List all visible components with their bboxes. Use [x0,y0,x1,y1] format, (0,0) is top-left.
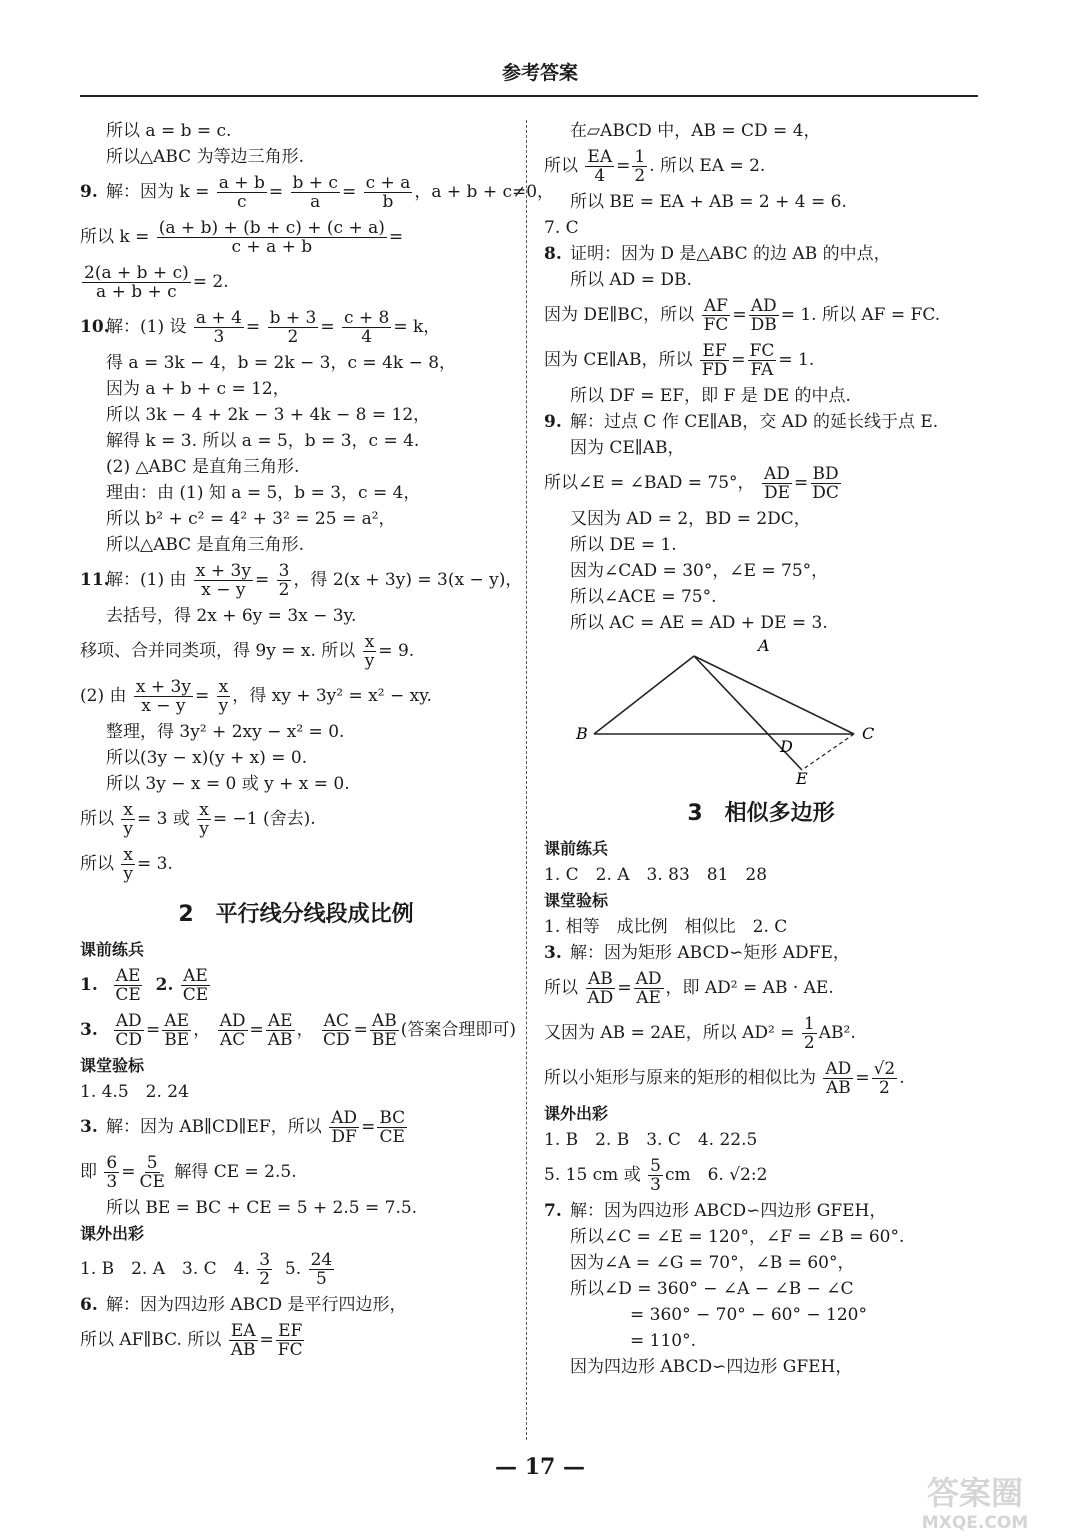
line: 所以 b² + c² = 4² + 3² = 25 = a²， [106,509,396,529]
line: 3. $\frac{AD}{CD}$ = $\frac{AE}{BE}$ ， $\frac{AD}{AC}$ = $\frac{AE}{AB}$ ， $\frac{AC}{CD}$ = $\frac{AB}{BE}$ (答案合理即可) [80,1011,517,1050]
line: 所以 $\frac{AB}{AD}$ = $\frac{AD}{AE}$ ，即 AD² = AB · AE. [544,969,834,1008]
fraction: $\frac{c + a}{b}$ [365,173,411,212]
label-b: B [576,724,588,743]
left-column [80,118,555,1363]
problem-11: 11.解：(1) 由 $\frac{x + 3y}{x - y}$ = $\frac{3}{2}$ ，得 2(x + 3y) = 3(x − y)， [80,561,523,600]
watermark-text: 答案圈 [926,1474,1024,1512]
line: 解得 k = 3. 所以 a = 5，b = 3，c = 4. [106,431,420,451]
segment-ab [594,656,694,734]
line: 所以 AF∥BC. 所以 $\frac{EA}{AB}$ = $\frac{EF}{FC}$ [80,1321,303,1360]
fraction: $\frac{(a + b) + (b + c) + (c + a)}{c + a + b}$ [158,218,385,257]
triangle-figure [544,636,978,786]
label-d: D [780,737,793,756]
line: 去括号，得 2x + 6y = 3x − 3y. [106,606,357,626]
fraction: $\frac{x}{y}$ [199,800,209,839]
fraction: $\frac{3}{2}$ [278,561,290,600]
subsection-title: 课外出彩 [80,1224,145,1243]
label-a: A [758,636,770,655]
line: 所以∠D = 360° − ∠A − ∠B − ∠C [570,1279,854,1299]
line: 所以 $\frac{EA}{4}$ = $\frac{1}{2}$ . 所以 EA = 2. [544,147,766,186]
right-column [544,118,978,1380]
line: (2) △ABC 是直角三角形. [106,457,300,477]
subsection-title: 课堂验标 [80,1056,145,1075]
line: 3. 解：因为 AB∥CD∥EF，所以 $\frac{AD}{DF}$ = $\frac{BC}{CE}$ [80,1108,406,1147]
section-title: 2 平行线分线段成比例 [178,902,414,927]
line: 5. 15 cm 或 $\frac{5}{3}$ cm 6. √2:2 [544,1156,768,1195]
line: 3. 解：因为矩形 ABCD∽矩形 ADFE， [544,943,850,963]
line: 所以小矩形与原来的矩形的相似比为 $\frac{AD}{AB}$ = $\frac{√2}{2}$ . [544,1059,905,1098]
subsection-title: 课外出彩 [544,1104,609,1123]
header-rule [80,95,978,97]
line: 因为∠A = ∠G = 70°，∠B = 60°， [570,1253,855,1273]
fraction: $\frac{x}{y}$ [218,677,229,716]
line: 所以 BE = EA + AB = 2 + 4 = 6. [570,192,847,212]
fraction: $\frac{a + b}{c}$ [218,173,265,212]
line: 所以 AD = DB. [570,270,692,290]
fraction: $\frac{b + 3}{2}$ [269,308,317,347]
label-c: C [862,724,875,743]
fraction: $\frac{x + 3y}{x - y}$ [195,561,251,600]
fraction: $\frac{b + c}{a}$ [292,173,338,212]
page-number: — 17 — [495,1454,585,1480]
problem-10: 10.解：(1) 设 $\frac{a + 4}{3}$ = $\frac{b + 3}{2}$ = $\frac{c + 8}{4}$ = k， [80,308,441,347]
line: 因为 DE∥BC，所以 $\frac{AF}{FC}$ = $\frac{AD}{DB}$ = 1. 所以 AF = FC. [544,296,941,335]
line: 所以△ABC 是直角三角形. [106,535,304,555]
fraction: $\frac{x}{y}$ [123,845,134,884]
label-e: E [796,769,808,786]
line: 理由：由 (1) 知 a = 5，b = 3，c = 4， [106,483,421,503]
subsection-title: 课前练兵 [544,839,609,858]
line: 6. 解：因为四边形 ABCD 是平行四边形， [80,1295,407,1315]
line: 整理，得 3y² + 2xy − x² = 0. [106,722,345,742]
line: 1. B 2. A 3. C 4. $\frac{3}{2}$ 5. $\frac{24}{5}$ [80,1250,333,1289]
line: 因为四边形 ABCD∽四边形 GFEH， [570,1357,853,1377]
triangle-diagram [544,636,978,786]
line: 又因为 AD = 2，BD = 2DC， [570,509,811,529]
line: 所以 BE = BC + CE = 5 + 2.5 = 7.5. [106,1198,418,1218]
line: 因为∠CAD = 30°，∠E = 75°， [570,561,829,581]
fraction: $\frac{a + 4}{3}$ [195,308,242,347]
line: 所以 $\frac{x}{y}$ = 3. [80,845,173,884]
line: 1. $\frac{AE}{CE}$ 2. $\frac{AE}{CE}$ [80,966,209,1005]
segment-ac [694,656,854,734]
problem-9: 9. 解：因为 k = $\frac{a + b}{c}$ = $\frac{b + c}{a}$ = $\frac{c + a}{b}$ ，a + b + c≠0， [80,173,555,212]
problem-number: 9. [80,182,98,202]
line: 得 a = 3k − 4，b = 2k − 3，c = 4k − 8， [106,353,457,373]
fraction: $\frac{2(a + b + c)}{a + b + c}$ [84,263,189,302]
line: 所以 k = $\frac{(a + b) + (b + c) + (c + a)}{c + a + b}$ = [80,218,404,257]
line: = 110°. [630,1331,696,1351]
line: 1. C 2. A 3. 83 81 28 [544,865,768,885]
line: 所以∠E = ∠BAD = 75°， $\frac{AD}{DE}$ = $\frac{BD}{DC}$ [544,464,839,503]
watermark-logo [900,1470,1050,1532]
line: $\frac{2(a + b + c)}{a + b + c}$ = 2. [84,263,229,302]
line: 在▱ABCD 中，AB = CD = 4， [570,121,821,141]
line: 所以(3y − x)(y + x) = 0. [106,748,308,768]
page-header: 参考答案 [501,62,578,84]
line: = 360° − 70° − 60° − 120° [630,1305,867,1325]
line: 因为 CE∥AB，所以 $\frac{EF}{FD}$ = $\frac{FC}{FA}$ = 1. [544,341,815,380]
line: 又因为 AB = 2AE，所以 AD² = $\frac{1}{2}$ AB². [544,1014,856,1053]
fraction: $\frac{x}{y}$ [364,632,375,671]
line: 所以△ABC 为等边三角形. [106,147,304,167]
line: 所以 a = b = c. [106,121,232,141]
line: 所以∠C = ∠E = 120°，∠F = ∠B = 60°. [570,1227,905,1247]
line: 即 $\frac{6}{3}$ = $\frac{5}{CE}$ 解得 CE = 2.5. [80,1153,297,1192]
line: 所以 AC = AE = AD + DE = 3. [570,613,828,633]
line: 1. 4.5 2. 24 [80,1082,189,1102]
line: 1. 相等 成比例 相似比 2. C [544,917,788,937]
line: (2) 由 $\frac{x + 3y}{x - y}$ = $\frac{x}{y}$ ，得 xy + 3y² = x² − xy. [80,677,432,716]
line: 因为 CE∥AB， [570,438,685,458]
problem-9: 9. 解：过点 C 作 CE∥AB，交 AD 的延长线于点 E. [544,412,939,432]
line: 7. C [544,218,579,238]
line: 所以 DE = 1. [570,535,677,555]
line: 所以∠ACE = 75°. [570,587,717,607]
problem-8: 8. 证明：因为 D 是△ABC 的边 AB 的中点， [544,244,891,264]
line: 7. 解：因为四边形 ABCD∽四边形 GFEH， [544,1201,887,1221]
section-title: 3 相似多边形 [687,801,835,826]
fraction: $\frac{AE}{CE}$ [115,966,141,1005]
subsection-title: 课前练兵 [80,940,145,959]
line: 所以 DF = EF，即 F 是 DE 的中点. [570,386,851,406]
subsection-title: 课堂验标 [544,891,609,910]
line: 因为 a + b + c = 12， [106,379,290,399]
segment-ce [802,734,854,770]
line: 1. B 2. B 3. C 4. 22.5 [544,1130,758,1150]
fraction: $\frac{c + 8}{4}$ [343,308,390,347]
fraction: $\frac{AE}{CE}$ [182,966,209,1005]
line: 所以 3k − 4 + 2k − 3 + 4k − 8 = 12， [106,405,431,425]
fraction: $\frac{x}{y}$ [123,800,134,839]
fraction: $\frac{x + 3y}{x - y}$ [135,677,191,716]
line: 所以 $\frac{x}{y}$ = 3 或 $\frac{x}{y}$ = −1 (舍去). [80,800,316,839]
line: 移项、合并同类项，得 9y = x. 所以 $\frac{x}{y}$ = 9. [80,632,415,671]
column-divider [526,120,527,1440]
watermark-sub: MXQE.COM [921,1513,1029,1532]
line: 所以 3y − x = 0 或 y + x = 0. [106,774,350,794]
